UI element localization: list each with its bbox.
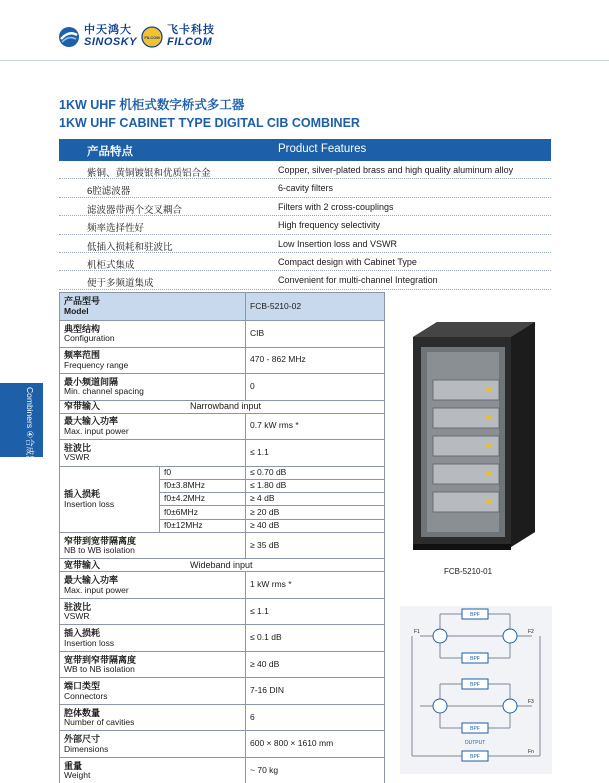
filcom-logo-icon — [141, 26, 163, 48]
filcom-en: FILCOM — [167, 36, 213, 48]
spec-label: 产品型号 Model — [60, 293, 246, 321]
features-list — [59, 161, 551, 290]
spec-value: ≤ 1.1 — [246, 440, 385, 467]
features-header-en: Product Features — [278, 143, 367, 155]
spec-row — [60, 704, 385, 731]
il-value: ≥ 20 dB — [246, 506, 385, 519]
spec-row — [60, 678, 385, 705]
spec-row — [60, 374, 385, 401]
spec-label: 最小频道间隔 Min. channel spacing — [60, 374, 246, 401]
spec-row — [60, 598, 385, 625]
spec-value: 1 kW rms * — [246, 572, 385, 599]
feature-cn: 机柜式集成 — [87, 259, 135, 271]
page-title-en: 1KW UHF CABINET TYPE DIGITAL CIB COMBINER — [59, 116, 360, 130]
spec-label: 最大输入功率 Max. input power — [60, 413, 246, 440]
filcom-logo — [141, 25, 215, 48]
spec-value: ≤ 0.1 dB — [246, 625, 385, 652]
spec-value: 0.7 kW rms * — [246, 413, 385, 440]
spec-label: 驻波比 VSWR — [60, 598, 246, 625]
spec-value: ≥ 40 dB — [246, 651, 385, 678]
spec-value: CIB — [246, 321, 385, 348]
spec-row — [60, 413, 385, 440]
il-value: ≥ 4 dB — [246, 493, 385, 506]
feature-row — [59, 271, 551, 289]
combiner-block-diagram — [400, 606, 552, 774]
il-value: ≤ 0.70 dB — [246, 466, 385, 479]
spec-row-model — [60, 293, 385, 321]
spec-label: 窄带到宽带隔离度 NB to WB isolation — [60, 532, 246, 559]
il-condition: f0±12MHz — [160, 519, 246, 532]
spec-row-insertion-loss — [60, 466, 385, 479]
cabinet-image — [385, 292, 552, 562]
feature-cn: 低插入损耗和驻波比 — [87, 241, 173, 253]
sinosky-cn: 中天鸿大 — [84, 24, 132, 36]
spec-label: 重量 Weight — [60, 757, 246, 783]
spec-label: 宽带到窄带隔离度 WB to NB isolation — [60, 651, 246, 678]
feature-cn: 6腔滤波器 — [87, 186, 131, 198]
features-header-cn: 产品特点 — [87, 146, 133, 158]
diagram-bpf-label: BPF — [470, 656, 480, 662]
spec-row — [60, 757, 385, 783]
diagram-f3-label: F3 — [528, 699, 534, 705]
feature-en: Convenient for multi-channel Integration — [278, 275, 438, 286]
feature-row — [59, 198, 551, 216]
spec-value: ≤ 1.1 — [246, 598, 385, 625]
section-label: 窄带输入 Narrowband input — [60, 400, 385, 413]
sinosky-en: SINOSKY — [84, 36, 138, 48]
feature-row — [59, 216, 551, 234]
spec-row — [60, 440, 385, 467]
il-value: ≤ 1.80 dB — [246, 479, 385, 492]
diagram-f1-label: F1 — [414, 629, 420, 635]
spec-value: ~ 70 kg — [246, 757, 385, 783]
feature-cn: 滤波器带两个交叉耦合 — [87, 204, 183, 216]
feature-en: High frequency selectivity — [278, 220, 381, 231]
spec-label: 腔体数量 Number of cavities — [60, 704, 246, 731]
spec-row — [60, 347, 385, 374]
spec-row — [60, 625, 385, 652]
filcom-cn: 飞卡科技 — [167, 24, 215, 36]
header-divider — [0, 60, 609, 61]
filcom-logo-mark: FILCOM — [144, 34, 160, 40]
il-condition: f0±4.2MHz — [160, 493, 246, 506]
spec-value: FCB-5210-02 — [246, 293, 385, 321]
side-category-tab — [0, 383, 43, 464]
feature-cn: 紫铜、黄铜镀银和优质铝合金 — [87, 168, 211, 179]
feature-en: 6-cavity filters — [278, 183, 334, 194]
spec-label: 最大输入功率 Max. input power — [60, 572, 246, 599]
spec-value: 0 — [246, 374, 385, 401]
side-tab-label: Combiners ④合成器 — [25, 387, 35, 464]
section-label: 宽带输入 Wideband input — [60, 559, 385, 572]
section-row-narrowband — [60, 400, 385, 413]
spec-label: 典型结构 Configuration — [60, 321, 246, 348]
diagram-fn-label: Fn — [528, 749, 534, 755]
spec-row — [60, 321, 385, 348]
sinosky-logo — [58, 25, 137, 48]
spec-label: 驻波比 VSWR — [60, 440, 246, 467]
spec-row — [60, 731, 385, 758]
il-condition: f0±6MHz — [160, 506, 246, 519]
spec-table — [59, 292, 385, 783]
feature-en: Low Insertion loss and VSWR — [278, 238, 398, 249]
spec-label: 端口类型 Connectors — [60, 678, 246, 705]
figure-caption: FCB-5210-01 — [444, 567, 493, 576]
spec-label: 频率范围 Frequency range — [60, 347, 246, 374]
feature-row — [59, 161, 551, 179]
diagram-output-label: OUTPUT — [464, 740, 486, 746]
spec-row — [60, 572, 385, 599]
feature-en: Filters with 2 cross-couplings — [278, 201, 394, 212]
diagram-f2-label: F2 — [528, 629, 534, 635]
feature-row — [59, 179, 551, 197]
feature-en: Compact design with Cabinet Type — [278, 256, 417, 267]
feature-row — [59, 235, 551, 253]
feature-cn: 频率选择性好 — [87, 223, 145, 235]
il-condition: f0 — [160, 466, 246, 479]
spec-value: 470 - 862 MHz — [246, 347, 385, 374]
page-title-cn: 1KW UHF 机柜式数字桥式多工器 — [59, 98, 245, 112]
spec-row — [60, 651, 385, 678]
spec-value: 600 × 800 × 1610 mm — [246, 731, 385, 758]
spec-value: 7-16 DIN — [246, 678, 385, 705]
diagram-bpf-label: BPF — [470, 612, 480, 618]
diagram-bpf-label: BPF — [470, 726, 480, 732]
diagram-bpf-label: BPF — [470, 754, 480, 760]
sinosky-logo-icon — [58, 26, 80, 48]
feature-row — [59, 253, 551, 271]
spec-label: 外部尺寸 Dimensions — [60, 731, 246, 758]
il-condition: f0±3.8MHz — [160, 479, 246, 492]
feature-cn: 便于多频道集成 — [87, 278, 154, 290]
spec-label: 插入损耗 Insertion loss — [60, 466, 160, 532]
spec-value: 6 — [246, 704, 385, 731]
features-header — [59, 139, 551, 161]
diagram-bpf-label: BPF — [470, 682, 480, 688]
spec-row — [60, 532, 385, 559]
spec-value: ≥ 35 dB — [246, 532, 385, 559]
section-row-wideband — [60, 559, 385, 572]
spec-label: 插入损耗 Insertion loss — [60, 625, 246, 652]
feature-en: Copper, silver-plated brass and high quality aluminum alloy — [278, 165, 514, 175]
il-value: ≥ 40 dB — [246, 519, 385, 532]
